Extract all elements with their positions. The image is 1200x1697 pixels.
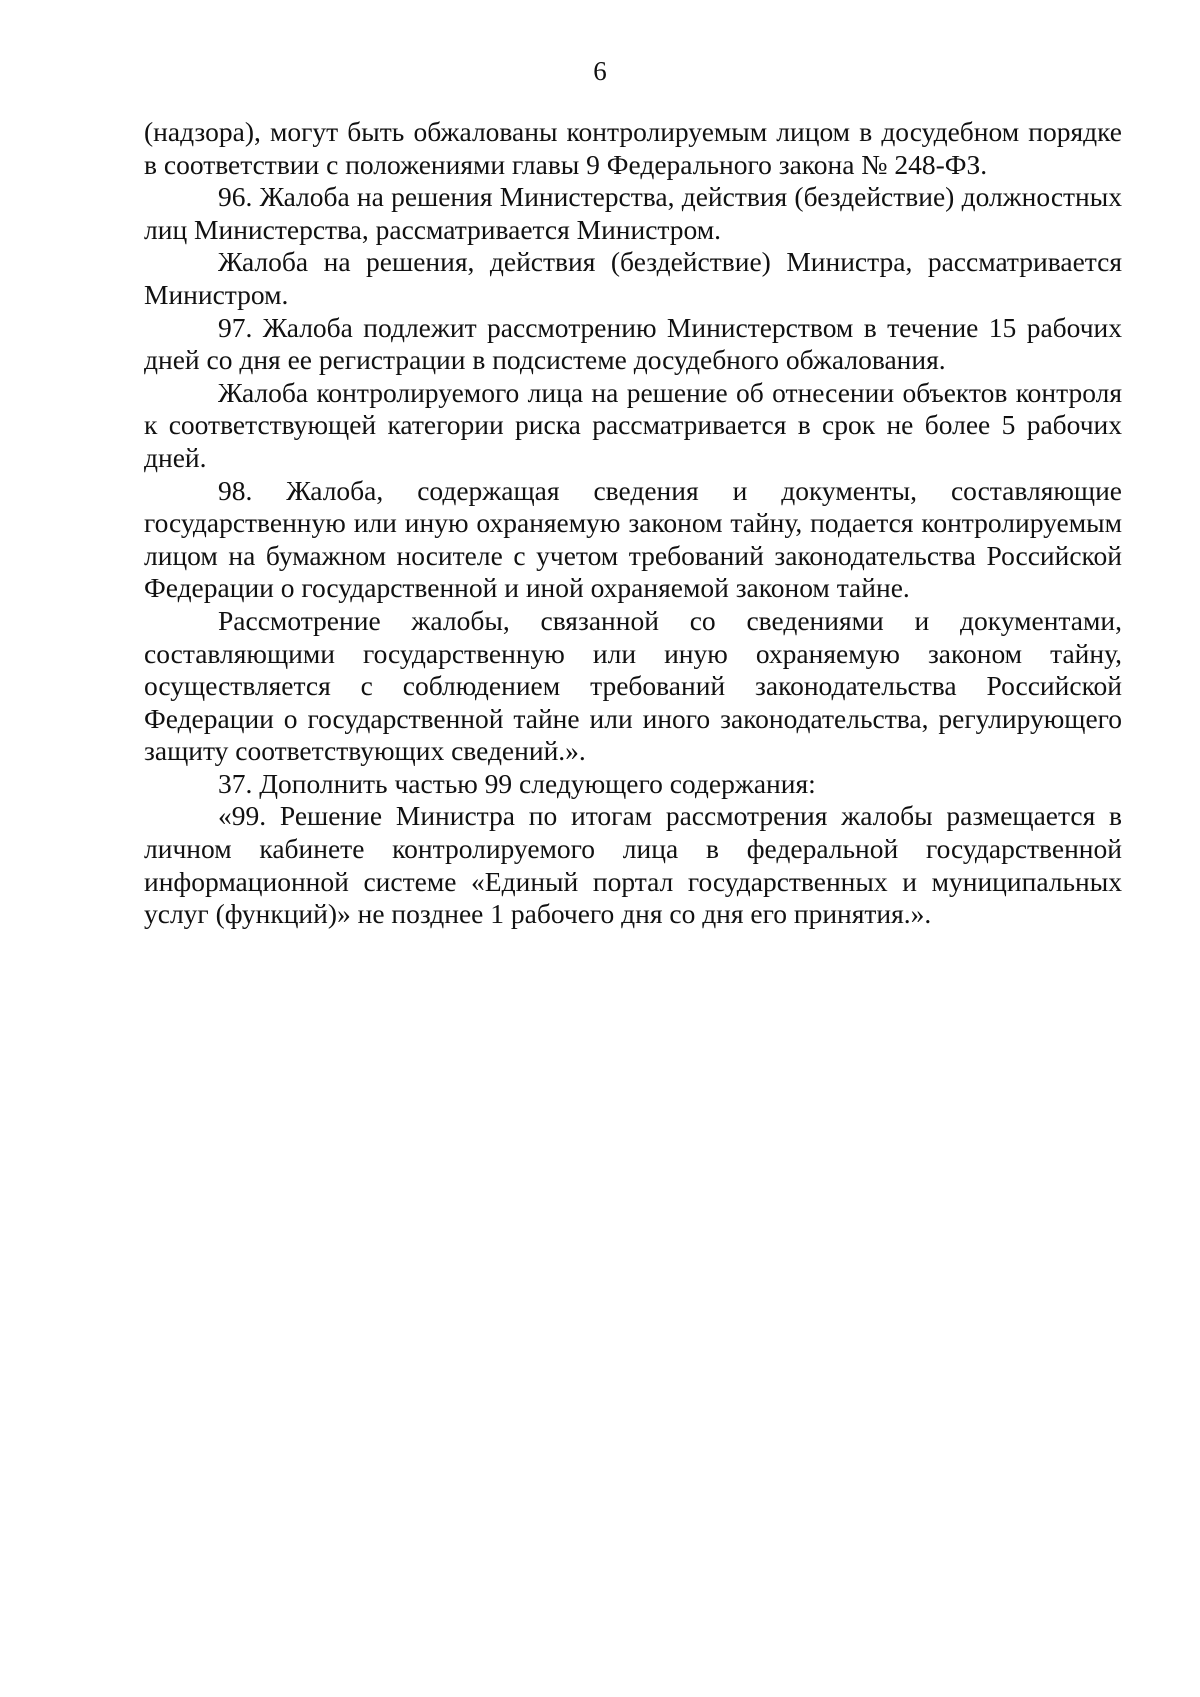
paragraph-97: 97. Жалоба подлежит рассмотрению Министерством в течение 15 рабочих дней со дня ее регистрации в подсистеме досудебного обжалования. xyxy=(144,311,1122,376)
paragraph-99: «99. Решение Министра по итогам рассмотрения жалобы размещается в личном кабинете контролируемого лица в федеральной государственной информационной системе «Единый портал государственных и муниципальных услуг (функций)» не позднее 1 рабочего дня со дня его принятия.». xyxy=(144,800,1122,930)
paragraph-98: 98. Жалоба, содержащая сведения и документы, составляющие государственную или иную охраняемую законом тайну, подается контролируемым лицом на бумажном носителе с учетом требований законодательства Российской Федерации о государственной и иной охраняемой законом тайне. xyxy=(144,474,1122,604)
paragraph-98-review: Рассмотрение жалобы, связанной со сведениями и документами, составляющими государственную или иную охраняемую законом тайну, осуществляется с соблюдением требований законодательства Российской Федерации о государственной тайне или иного законодательства, регулирующего защиту соответствующих сведений.». xyxy=(144,604,1122,767)
paragraph-96-minister: Жалоба на решения, действия (бездействие) Министра, рассматривается Министром. xyxy=(144,246,1122,310)
page-number: 6 xyxy=(593,56,607,86)
paragraph-37: 37. Дополнить частью 99 следующего содержания: xyxy=(218,767,816,799)
paragraph-97-risk-category: Жалоба контролируемого лица на решение об отнесении объектов контроля к соответствующей категории риска рассматривается в срок не более 5 рабочих дней. xyxy=(144,376,1122,473)
paragraph-96: 96. Жалоба на решения Министерства, действия (бездействие) должностных лиц Министерства, рассматривается Министром. xyxy=(144,181,1122,245)
document-body xyxy=(144,116,1122,931)
paragraph-continuation: (надзора), могут быть обжалованы контролируемым лицом в досудебном порядке в соответствии с положениями главы 9 Федерального закона № 248-ФЗ. xyxy=(144,116,1122,180)
